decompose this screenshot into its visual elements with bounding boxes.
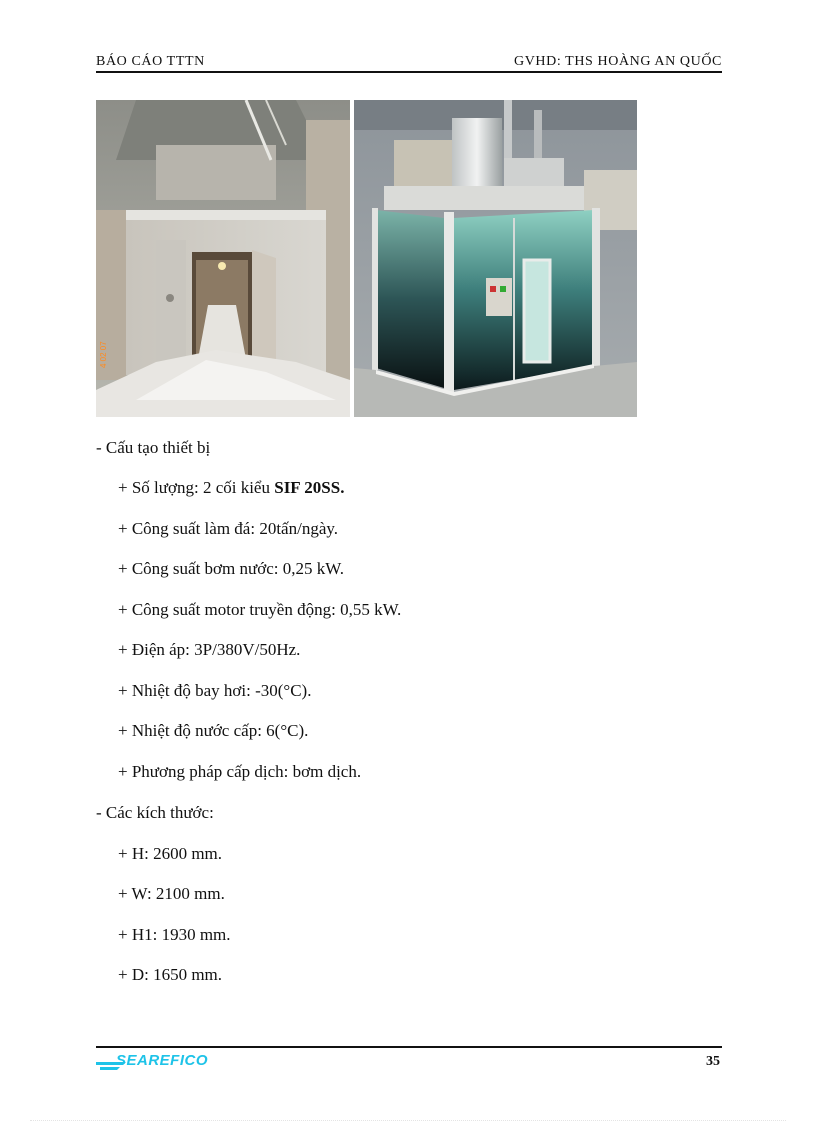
dimension-item: + H1: 1930 mm. [118,925,231,944]
page-header [96,50,722,72]
logo-text: SEAREFICO [116,1052,209,1069]
dimensions-heading: - Các kích thước: [96,803,214,822]
page-number: 35 [706,1054,720,1069]
ice-machine-photo [354,100,637,417]
page-edge [30,1120,786,1121]
model-code: SIF 20SS. [274,478,345,497]
spec-item: + Phương pháp cấp dịch: bơm dịch. [118,762,362,781]
dimension-item: + D: 1650 mm. [118,965,223,984]
header-left-title: BÁO CÁO TTTN [96,54,205,69]
quantity-line [118,478,344,498]
spec-item: + Công suất bơm nước: 0,25 kW. [118,559,344,578]
spec-item: + Điện áp: 3P/380V/50Hz. [118,640,301,659]
photo-date-stamp: 4 02 07 [99,341,108,368]
spec-item: + Công suất motor truyền động: 0,55 kW. [118,600,402,619]
quantity-text: + Số lượng: 2 cối kiểu [118,478,270,497]
spec-item: + Công suất làm đá: 20tấn/ngày. [118,519,339,538]
structure-heading: - Cấu tạo thiết bị [96,438,211,457]
dimension-item: + H: 2600 mm. [118,844,223,863]
ice-room-photo [96,100,350,417]
header-advisor: GVHD: THS HOÀNG AN QUỐC [514,54,722,69]
spec-item: + Nhiệt độ bay hơi: -30(°C). [118,681,312,700]
footer-rule [96,1046,722,1048]
searefico-logo [96,1049,228,1071]
header-rule [96,71,722,73]
spec-item: + Nhiệt độ nước cấp: 6(°C). [118,721,309,740]
dimension-item: + W: 2100 mm. [118,884,225,903]
